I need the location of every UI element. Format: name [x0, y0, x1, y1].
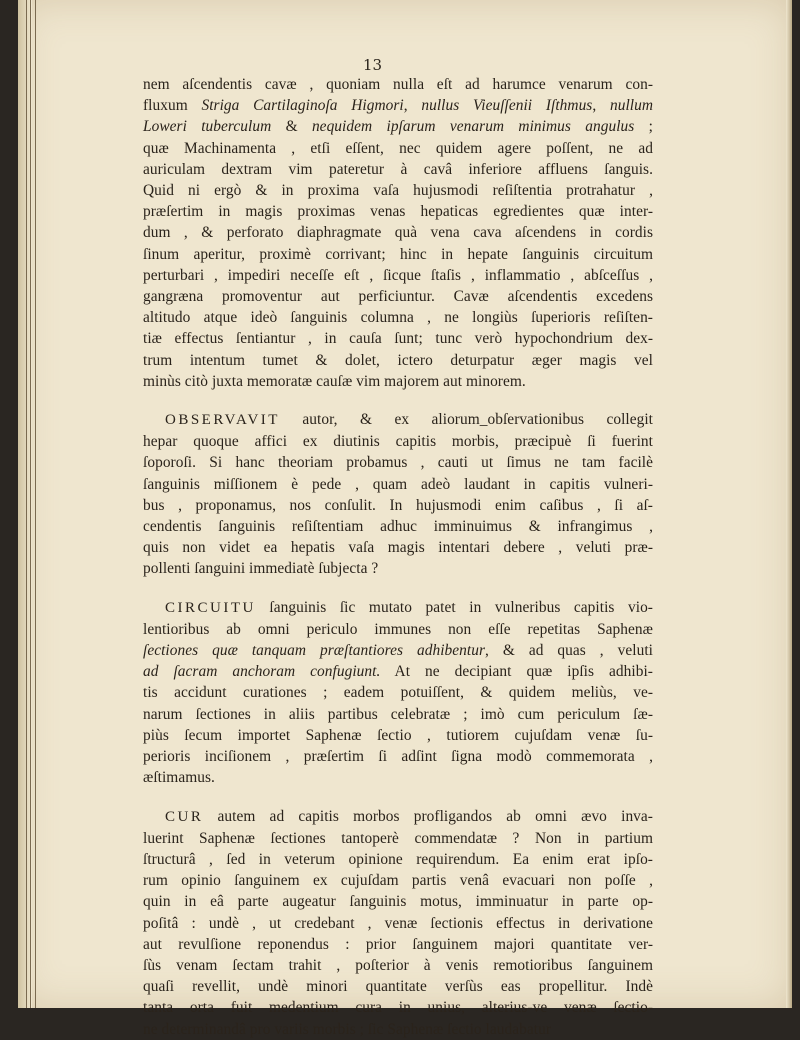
text-line: perioris inciſionem , præſertim ſi adſint ſigna modò commemorata ,	[143, 748, 653, 766]
text-run: autor, & ex aliorum_obſervationibus collegit	[279, 411, 653, 429]
text-line: ſanguinis miſſionem è pede , quam adeò laudant in capitis vulneri-	[143, 475, 653, 493]
body-text	[143, 74, 653, 1040]
text-line: quin in eâ parte augeatur ſanguinis motus, imminuatur in parte op-	[143, 893, 653, 911]
text-run: fluxum	[143, 97, 202, 115]
text-line: ſinum aperitur, proximè corrivant; hinc in hepate ſanguinis circuitum	[143, 245, 653, 263]
text-line: poſitâ : undè , ut credebant , venæ ſectionis effectus in derivatione	[143, 914, 653, 932]
text-line	[143, 409, 653, 431]
text-line: ſoporoſi. Si hanc theoriam probamus , cauti ut ſimus ne tam facilè	[143, 454, 653, 472]
italic-text: ad ſacram anchoram confugiunt.	[143, 663, 381, 681]
small-caps-lead: CIRCUITU	[165, 599, 256, 616]
text-run: ,	[592, 97, 610, 115]
text-line	[143, 95, 653, 116]
small-caps-lead: CUR	[165, 808, 204, 825]
text-line: æſtimamus.	[143, 769, 215, 787]
text-line	[143, 597, 653, 619]
text-run: &	[271, 118, 312, 136]
text-run: At ne decipiant quæ ipſis adhibi-	[380, 663, 653, 681]
text-line: cendentis ſanguinis reſiſtentiam adhuc imminuimus & infrangimus ,	[143, 518, 653, 536]
text-run: autem ad capitis morbos profligandos ab omni ævo inva-	[203, 807, 653, 825]
text-line: rum opinio ſanguinem ex cujuſdam partis venâ evacuari non poſſe ,	[143, 872, 653, 890]
text-line: luerint Saphenæ ſectiones tantoperè commendatæ ? Non in partium	[143, 829, 653, 847]
book-page	[18, 0, 792, 1038]
paragraph	[143, 74, 653, 392]
text-line: gangræna promoventur aut perficiuntur. Cavæ aſcendentis excedens	[143, 288, 653, 306]
italic-text: nullum	[609, 97, 654, 115]
text-line: auriculam dextram vim pateretur à cavâ inferiore affluens ſanguis.	[143, 160, 653, 178]
gutter-rule	[26, 0, 27, 1008]
text-run: ſanguinis ſic mutato patet in vulneribus capitis vio-	[255, 598, 653, 616]
text-line: lentioribus ab omni periculo immunes non eſſe repetitas Saphenæ	[143, 620, 653, 638]
small-caps-lead: OBSERVAVIT	[165, 412, 280, 429]
paragraph-gap	[143, 580, 653, 597]
text-line	[143, 116, 653, 137]
text-run: , & ad quas , veluti	[485, 642, 653, 660]
paragraph	[143, 597, 653, 789]
text-line: pollenti ſanguini immediatè ſubjecta ?	[143, 560, 379, 578]
text-line: altitudo atque ideò ſanguinis columna , ne longiùs ſuperioris reſiſten-	[143, 309, 653, 327]
text-line: trum intentum tumet & dolet, ictero deturpatur æger magis vel	[143, 351, 653, 369]
italic-text: Loweri tuberculum	[143, 118, 272, 136]
page-number: 13	[363, 56, 383, 74]
italic-text: Striga Cartilaginoſa Higmori	[201, 97, 404, 115]
paragraph-gap	[143, 789, 653, 806]
gutter-rule	[30, 0, 31, 1008]
text-line	[143, 640, 653, 661]
page-edge	[786, 0, 792, 1008]
text-line: ne determinandâ pro variis morbis ; ſic Saphenæ ſectio laudabatur	[143, 1020, 551, 1038]
text-line: ſtructurâ , ſed in veterum opinione requirendum. Ea enim erat ipſo-	[143, 850, 653, 868]
text-run: ,	[403, 97, 422, 115]
gutter-rule	[35, 0, 36, 1008]
text-line: quaſi revellit, undè minori quantitate verſùs eas propellitur. Indè	[143, 978, 653, 996]
text-line: quis non videt ea hepatis vaſa magis intentari debere , veluti præ-	[143, 539, 653, 557]
text-line: quæ Machinamenta , etſi eſſent, nec quidem agere poſſent, ne ad	[143, 139, 653, 157]
paragraph	[143, 806, 653, 1040]
text-line: dum , & perforato diaphragmate quà vena cava aſcendens in cordis	[143, 224, 653, 242]
text-line: perturbari , impediri neceſſe eſt , ſicque ſtaſis , inflammatio , abſceſſus ,	[143, 266, 653, 284]
text-line: bus , proponamus, nos conſulit. In hujusmodi enim caſibus , ſi aſ-	[143, 496, 653, 514]
italic-text: nullus Vieuſſenii Iſthmus	[421, 97, 593, 115]
text-line: minùs citò juxta memoratæ cauſæ vim majorem aut minorem.	[143, 372, 526, 390]
text-line: Quid ni ergò & in proxima vaſa hujusmodi reſiſtentia protrahatur ,	[143, 182, 653, 200]
text-line: tanta orta fuit medentium cura in unius, alterius-ve venæ ſectio-	[143, 999, 653, 1017]
paragraph-gap	[143, 392, 653, 409]
text-line: ſùs venam ſectam trahit , poſterior à venis remotioribus ſanguinem	[143, 956, 653, 974]
text-line: piùs ſecum importet Saphenæ ſectio , tutiorem cujuſdam venæ ſu-	[143, 726, 653, 744]
text-line: præſertim in magis proximas venas hepaticas egredientes quæ inter-	[143, 203, 653, 221]
text-line	[143, 806, 653, 828]
text-line	[143, 661, 653, 682]
text-line: tiæ effectus ſentiantur , in cauſa ſunt; tunc verò hypochondrium dex-	[143, 330, 653, 348]
text-run: ;	[634, 118, 653, 136]
italic-text: nequidem ipſarum venarum minimus angulus	[311, 118, 635, 136]
text-line: hepar quoque affici ex diutinis capitis morbis, præcipuè ſi fuerint	[143, 433, 653, 451]
text-line: aut revulſione reponendus : prior ſanguinem majori quantitate ver-	[143, 935, 653, 953]
italic-text: ſectiones quæ tanquam præſtantiores adhibentur	[143, 642, 486, 660]
text-line: nem aſcendentis cavæ , quoniam nulla eſt ad harumce venarum con-	[143, 76, 653, 93]
text-line: narum ſectiones in aliis partibus celebratæ ; imò cum periculum ſæ-	[143, 705, 653, 723]
text-line: tis accidunt curationes ; eadem potuiſſent, & quidem meliùs, ve-	[143, 684, 653, 702]
paragraph	[143, 409, 653, 580]
